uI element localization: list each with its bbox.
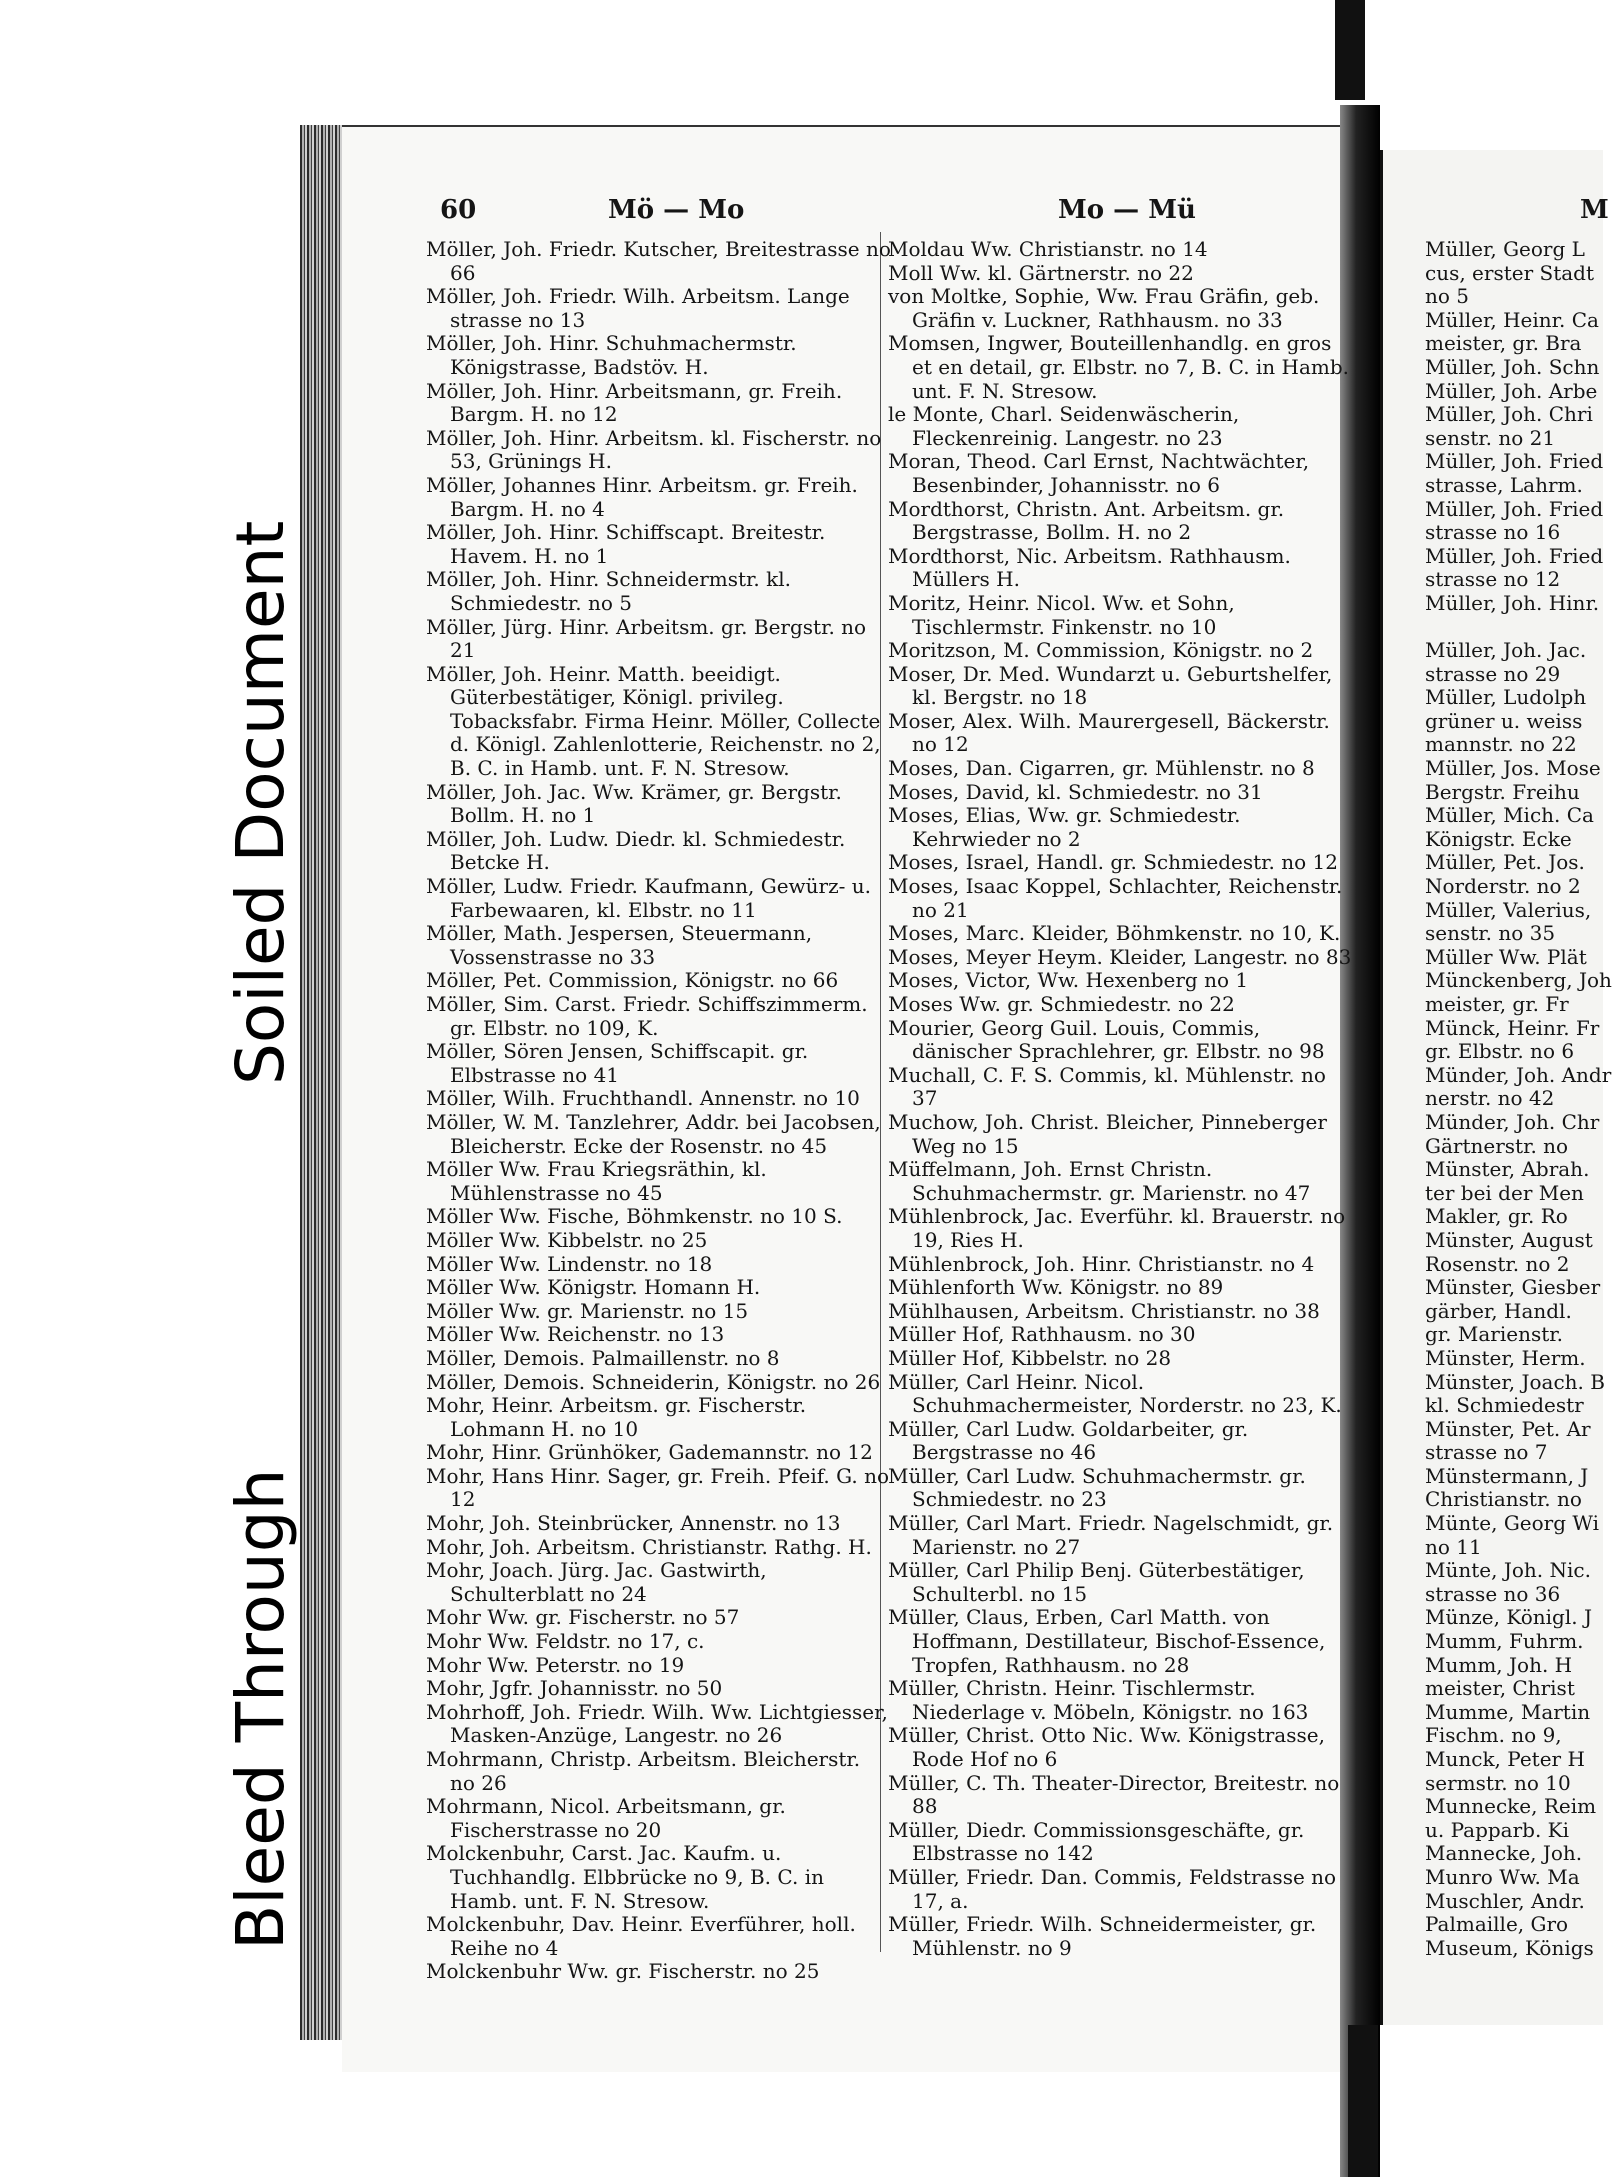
directory-entry: Mohr, Heinr. Arbeitsm. gr. Fischerstr. Lohmann H. no 10 bbox=[426, 1393, 807, 1441]
directory-entry: Möller Ww. Reichenstr. no 13 bbox=[426, 1322, 725, 1347]
directory-entry: Müller, Joh. Fried bbox=[1425, 543, 1604, 568]
directory-entry: Munro Ww. Ma bbox=[1425, 1864, 1580, 1889]
directory-entry: Moser, Alex. Wilh. Maurergesell, Bäckerstr. no 12 bbox=[888, 708, 1330, 757]
directory-entry: Müller, Diedr. Commissionsgeschäfte, gr. Elbstrasse no 142 bbox=[888, 1817, 1305, 1866]
directory-entry: Mühlhausen, Arbeitsm. Christianstr. no 38 bbox=[888, 1298, 1320, 1323]
directory-entry: grüner u. weiss bbox=[1425, 708, 1583, 733]
directory-entry: Muchow, Joh. Christ. Bleicher, Pinneberger Weg no 15 bbox=[888, 1109, 1327, 1158]
directory-entry: Moll Ww. kl. Gärtnerstr. no 22 bbox=[888, 260, 1194, 285]
directory-entry: Müller, Jos. Mose bbox=[1425, 756, 1601, 781]
directory-entry: Müller, Joh. Arbe bbox=[1425, 378, 1598, 403]
directory-entry: Möller, Sim. Carst. Friedr. Schiffszimmerm. gr. Elbstr. no 109, K. bbox=[426, 992, 868, 1040]
directory-entry: Muchall, C. F. S. Commis, kl. Mühlenstr. no 37 bbox=[888, 1062, 1326, 1111]
directory-entry: Munnecke, Reim bbox=[1425, 1794, 1597, 1819]
directory-entry: le Monte, Charl. Seidenwäscherin, Fleckenreinig. Langestr. no 23 bbox=[888, 402, 1240, 450]
bleed-through-text: Bleed Through bbox=[222, 1468, 299, 1950]
directory-entry: Möller, Wilh. Fruchthandl. Annenstr. no 10 bbox=[426, 1086, 860, 1111]
directory-entry: Müller, Heinr. Ca bbox=[1425, 307, 1599, 332]
mid-running-head: Mo — Mü bbox=[1058, 195, 1196, 225]
directory-entry: Bergstr. Freihu bbox=[1425, 779, 1580, 804]
directory-entry: Müffelmann, Joh. Ernst Christn. Schuhmachermstr. gr. Marienstr. no 47 bbox=[888, 1157, 1311, 1205]
directory-entry: Moran, Theod. Carl Ernst, Nachtwächter, Besenbinder, Johannisstr. no 6 bbox=[888, 449, 1310, 497]
directory-entry: Müller, Joh. Fried bbox=[1425, 496, 1604, 521]
directory-entry: Möller, Demois. Palmaillenstr. no 8 bbox=[426, 1345, 780, 1370]
directory-entry: mannstr. no 22 bbox=[1425, 732, 1577, 757]
left-column bbox=[426, 238, 891, 1984]
directory-entry: Müller Hof, Rathhausm. no 30 bbox=[888, 1322, 1196, 1347]
directory-entry: Molckenbuhr, Carst. Jac. Kaufm. u. Tuchhandlg. Elbbrücke no 9, B. C. in Hamb. unt. F. N. Stresow. bbox=[426, 1841, 824, 1913]
directory-entry: Müller, Pet. Jos. bbox=[1425, 850, 1585, 875]
directory-entry: Müller, Joh. Schn bbox=[1425, 354, 1600, 379]
directory-entry: Müller, Carl Heinr. Nicol. Schuhmachermeister, Norderstr. no 23, K. bbox=[888, 1369, 1342, 1418]
directory-entry: Müller, C. Th. Theater-Director, Breitestr. no 88 bbox=[888, 1770, 1340, 1819]
directory-entry: Möller, Joh. Friedr. Wilh. Arbeitsm. Lange strasse no 13 bbox=[426, 284, 850, 332]
directory-entry: Münster, August bbox=[1425, 1227, 1593, 1252]
directory-entry: Moser, Dr. Med. Wundarzt u. Geburtshelfer, kl. Bergstr. no 18 bbox=[888, 661, 1333, 710]
directory-entry: Moses, Israel, Handl. gr. Schmiedestr. no 12 bbox=[888, 850, 1338, 875]
directory-entry: Münster, Giesber bbox=[1425, 1275, 1601, 1300]
directory-entry: Müller, Carl Mart. Friedr. Nagelschmidt, gr. Marienstr. no 27 bbox=[888, 1511, 1334, 1559]
directory-entry: Moses, Victor, Ww. Hexenberg no 1 bbox=[888, 968, 1249, 993]
directory-entry: strasse, Lahrm. bbox=[1425, 472, 1583, 497]
directory-entry: Müller Hof, Kibbelstr. no 28 bbox=[888, 1345, 1172, 1370]
directory-entry: Mohrhoff, Joh. Friedr. Wilh. Ww. Lichtgiesser, Masken-Anzüge, Langestr. no 26 bbox=[426, 1699, 888, 1748]
directory-entry: von Moltke, Sophie, Ww. Frau Gräfin, geb. Gräfin v. Luckner, Rathhausm. no 33 bbox=[888, 284, 1320, 332]
directory-entry: Münster, Herm. bbox=[1425, 1345, 1586, 1370]
directory-entry: Makler, gr. Ro bbox=[1425, 1204, 1568, 1229]
directory-entry: Möller, Joh. Jac. Ww. Krämer, gr. Bergstr. Bollm. H. no 1 bbox=[426, 779, 842, 828]
directory-entry: Müller, Mich. Ca bbox=[1425, 803, 1594, 828]
directory-entry: Molckenbuhr, Dav. Heinr. Everführer, holl. Reihe no 4 bbox=[426, 1912, 856, 1960]
directory-entry: Möller Ww. gr. Marienstr. no 15 bbox=[426, 1298, 749, 1323]
directory-entry: Möller, W. M. Tanzlehrer, Addr. bei Jacobsen, Bleicherstr. Ecke der Rosenstr. no 45 bbox=[426, 1109, 881, 1158]
directory-entry: Mumm, Joh. H bbox=[1425, 1652, 1573, 1677]
directory-entry: Müller, Christn. Heinr. Tischlermstr. Niederlage v. Möbeln, Königstr. no 163 bbox=[888, 1676, 1309, 1724]
directory-entry: Möller Ww. Frau Kriegsräthin, kl. Mühlenstrasse no 45 bbox=[426, 1157, 767, 1205]
directory-entry: Möller, Joh. Hinr. Schiffscapt. Breitestr. Havem. H. no 1 bbox=[426, 520, 826, 568]
middle-column bbox=[888, 238, 1353, 1960]
directory-entry: strasse no 12 bbox=[1425, 567, 1561, 592]
directory-entry: Mordthorst, Christn. Ant. Arbeitsm. gr. Bergstrasse, Bollm. H. no 2 bbox=[888, 496, 1285, 545]
directory-entry: Müller, Joh. Jac. bbox=[1425, 638, 1587, 663]
directory-entry: Moritz, Heinr. Nicol. Ww. et Sohn, Tischlermstr. Finkenstr. no 10 bbox=[888, 590, 1235, 639]
directory-entry: Möller, Joh. Friedr. Kutscher, Breitestrasse no 66 bbox=[426, 237, 891, 285]
directory-entry: Möller, Johannes Hinr. Arbeitsm. gr. Freih. Bargm. H. no 4 bbox=[426, 472, 858, 521]
directory-entry: Mohrmann, Christp. Arbeitsm. Bleicherstr. no 26 bbox=[426, 1747, 861, 1795]
directory-entry: meister, gr. Fr bbox=[1425, 992, 1569, 1016]
directory-entry: Mohr, Hans Hinr. Sager, gr. Freih. Pfeif. G. no 12 bbox=[426, 1463, 890, 1512]
directory-entry: Müller, Claus, Erben, Carl Matth. von Hoffmann, Destillateur, Bischof-Essence, Tropfen, Rathhausm. no 28 bbox=[888, 1605, 1326, 1677]
directory-entry: Müller, Friedr. Dan. Commis, Feldstrasse no 17, a. bbox=[888, 1864, 1337, 1913]
directory-entry: senstr. no 35 bbox=[1425, 921, 1556, 946]
directory-entry: Münder, Joh. Andr bbox=[1425, 1062, 1612, 1087]
directory-entry: Münte, Georg Wi bbox=[1425, 1511, 1600, 1536]
directory-entry: Möller Ww. Kibbelstr. no 25 bbox=[426, 1227, 708, 1252]
directory-entry: Gärtnerstr. no bbox=[1425, 1133, 1569, 1158]
directory-entry: nerstr. no 42 bbox=[1425, 1086, 1555, 1111]
directory-entry: Münte, Joh. Nic. bbox=[1425, 1558, 1591, 1583]
directory-entry: ter bei der Men bbox=[1425, 1180, 1584, 1205]
directory-entry: Münstermann, J bbox=[1425, 1463, 1589, 1488]
left-running-head: Mö — Mo bbox=[608, 195, 745, 225]
directory-entry: Möller Ww. Königstr. Homann H. bbox=[426, 1275, 761, 1300]
directory-entry: Munck, Peter H bbox=[1425, 1747, 1585, 1771]
directory-entry: Mordthorst, Nic. Arbeitsm. Rathhausm. Müllers H. bbox=[888, 543, 1291, 592]
directory-entry: Müller, Carl Ludw. Goldarbeiter, gr. Bergstrasse no 46 bbox=[888, 1416, 1249, 1465]
directory-entry: senstr. no 21 bbox=[1425, 425, 1556, 450]
page-edge bbox=[300, 125, 342, 2040]
directory-entry: Muschler, Andr. bbox=[1425, 1888, 1585, 1913]
scan-border-bottom bbox=[1348, 2025, 1378, 2177]
directory-entry: Mohr Ww. Peterstr. no 19 bbox=[426, 1652, 685, 1677]
directory-entry: Moses Ww. gr. Schmiedestr. no 22 bbox=[888, 992, 1235, 1016]
directory-entry: Mohr, Hinr. Grünhöker, Gademannstr. no 12 bbox=[426, 1440, 873, 1465]
directory-entry: Palmaille, Gro bbox=[1425, 1912, 1569, 1937]
directory-entry: Müller, Valerius, bbox=[1425, 897, 1592, 922]
directory-entry: Moses, David, kl. Schmiedestr. no 31 bbox=[888, 779, 1263, 804]
directory-entry: Münster, Pet. Ar bbox=[1425, 1416, 1591, 1441]
directory-entry: Möller, Sören Jensen, Schiffscapit. gr. Elbstrasse no 41 bbox=[426, 1039, 809, 1087]
directory-entry: Müller, Friedr. Wilh. Schneidermeister, gr. Mühlenstr. no 9 bbox=[888, 1912, 1317, 1960]
directory-entry: Möller, Demois. Schneiderin, Königstr. no 26 bbox=[426, 1369, 881, 1394]
directory-entry: sermstr. no 10 bbox=[1425, 1770, 1571, 1795]
directory-entry: strasse no 36 bbox=[1425, 1581, 1561, 1606]
directory-entry: Möller, Joh. Hinr. Arbeitsm. kl. Fischerstr. no 53, Grünings H. bbox=[426, 425, 882, 474]
page-number: 60 bbox=[440, 195, 477, 225]
directory-entry: Mohrmann, Nicol. Arbeitsmann, gr. Fischerstrasse no 20 bbox=[426, 1794, 786, 1842]
directory-entry: Möller, Joh. Ludw. Diedr. kl. Schmiedestr. Betcke H. bbox=[426, 826, 846, 875]
directory-entry: Moses, Meyer Heym. Kleider, Langestr. no 83 bbox=[888, 944, 1352, 969]
directory-entry: cus, erster Stadt bbox=[1425, 260, 1595, 285]
directory-entry: Rosenstr. no 2 bbox=[1425, 1251, 1570, 1276]
directory-entry: no 11 bbox=[1425, 1534, 1482, 1559]
directory-entry: Moritzson, M. Commission, Königstr. no 2 bbox=[888, 638, 1314, 663]
directory-entry: Mumm, Fuhrm. bbox=[1425, 1629, 1584, 1654]
directory-entry: Münster, Joach. B bbox=[1425, 1369, 1605, 1394]
directory-entry: Momsen, Ingwer, Bouteillenhandlg. en gros et en detail, gr. Elbstr. no 7, B. C. in Hamb. unt. F. N. Stresow. bbox=[888, 331, 1350, 403]
directory-entry: Müller Ww. Plät bbox=[1425, 944, 1587, 969]
directory-entry: Möller, Math. Jespersen, Steuermann, Vossenstrasse no 33 bbox=[426, 921, 813, 969]
directory-entry: Mohr Ww. Feldstr. no 17, c. bbox=[426, 1629, 705, 1654]
directory-entry: Möller, Joh. Hinr. Schneidermstr. kl. Schmiedestr. no 5 bbox=[426, 567, 791, 615]
directory-entry: Museum, Königs bbox=[1425, 1935, 1594, 1960]
soiled-document-text: Soiled Document bbox=[222, 520, 299, 1085]
directory-entry: Möller, Jürg. Hinr. Arbeitsm. gr. Bergstr. no 21 bbox=[426, 614, 867, 663]
directory-entry: Moses, Marc. Kleider, Böhmkenstr. no 10, K. bbox=[888, 921, 1341, 946]
directory-entry: kl. Schmiedestr bbox=[1425, 1393, 1584, 1418]
directory-entry bbox=[1425, 616, 1600, 640]
directory-entry: Müller, Joh. Fried bbox=[1425, 449, 1604, 474]
directory-entry: Mourier, Georg Guil. Louis, Commis, dänischer Sprachlehrer, gr. Elbstr. no 98 bbox=[888, 1015, 1325, 1064]
directory-entry: gr. Elbstr. no 6 bbox=[1425, 1039, 1575, 1064]
directory-entry: Mannecke, Joh. bbox=[1425, 1841, 1583, 1866]
directory-entry: Mohr, Joach. Jürg. Jac. Gastwirth, Schulterblatt no 24 bbox=[426, 1558, 767, 1606]
directory-entry: Mumme, Martin bbox=[1425, 1699, 1591, 1724]
directory-entry: Mohr, Jgfr. Johannisstr. no 50 bbox=[426, 1676, 723, 1701]
directory-entry: meister, Christ bbox=[1425, 1676, 1575, 1701]
directory-entry: u. Papparb. Ki bbox=[1425, 1817, 1570, 1842]
directory-entry: Moses, Dan. Cigarren, gr. Mühlenstr. no 8 bbox=[888, 756, 1315, 781]
directory-entry: Münck, Heinr. Fr bbox=[1425, 1015, 1600, 1040]
directory-entry: Müller, Georg L bbox=[1425, 237, 1585, 261]
directory-entry: Königstr. Ecke bbox=[1425, 826, 1572, 851]
directory-entry: meister, gr. Bra bbox=[1425, 331, 1582, 356]
directory-entry: Möller, Pet. Commission, Königstr. no 66 bbox=[426, 968, 839, 993]
directory-entry: Möller, Ludw. Friedr. Kaufmann, Gewürz- u. Farbewaaren, kl. Elbstr. no 11 bbox=[426, 874, 871, 922]
directory-entry: Mühlenbrock, Jac. Everführ. kl. Brauerstr. no 19, Ries H. bbox=[888, 1204, 1346, 1252]
directory-entry: Münder, Joh. Chr bbox=[1425, 1109, 1600, 1134]
directory-entry: Moses, Isaac Koppel, Schlachter, Reichenstr. no 21 bbox=[888, 874, 1343, 922]
directory-entry: strasse no 16 bbox=[1425, 520, 1561, 545]
directory-entry: Moses, Elias, Ww. gr. Schmiedestr. Kehrwieder no 2 bbox=[888, 803, 1241, 851]
directory-entry: Möller Ww. Fische, Böhmkenstr. no 10 S. bbox=[426, 1204, 843, 1229]
scan-border-top bbox=[1335, 0, 1365, 100]
directory-entry: Möller Ww. Lindenstr. no 18 bbox=[426, 1251, 713, 1276]
directory-entry: Möller, Joh. Hinr. Arbeitsmann, gr. Freih. Bargm. H. no 12 bbox=[426, 378, 843, 427]
directory-entry: Möller, Joh. Heinr. Matth. beeidigt. Güterbestätiger, Königl. privileg. Tobacksfabr. Firma Heinr. Möller, Collecte d. Königl. Zahlenlotterie, Reichenstr. no 2, B. C. in Hamb. unt. F. N. Stresow. bbox=[426, 661, 881, 781]
directory-entry: strasse no 29 bbox=[1425, 661, 1561, 686]
directory-entry: Molckenbuhr Ww. gr. Fischerstr. no 25 bbox=[426, 1959, 820, 1984]
directory-entry: Mühlenforth Ww. Königstr. no 89 bbox=[888, 1275, 1224, 1300]
directory-entry: Müller, Carl Ludw. Schuhmachermstr. gr. Schmiedestr. no 23 bbox=[888, 1463, 1306, 1512]
directory-entry: gärber, Handl. bbox=[1425, 1298, 1572, 1323]
directory-entry: no 5 bbox=[1425, 284, 1470, 309]
directory-entry: Münster, Abrah. bbox=[1425, 1157, 1590, 1182]
right-running-head: M bbox=[1580, 195, 1609, 225]
directory-entry: Moldau Ww. Christianstr. no 14 bbox=[888, 237, 1208, 261]
directory-entry: Münze, Königl. J bbox=[1425, 1605, 1592, 1630]
directory-entry: Fischm. no 9, bbox=[1425, 1723, 1562, 1748]
directory-entry: Mohr, Joh. Steinbrücker, Annenstr. no 13 bbox=[426, 1511, 841, 1536]
right-column bbox=[1425, 237, 1612, 1960]
directory-entry: Mohr, Joh. Arbeitsm. Christianstr. Rathg. H. bbox=[426, 1534, 872, 1559]
directory-entry: Müller, Ludolph bbox=[1425, 685, 1587, 710]
directory-entry: Mohr Ww. gr. Fischerstr. no 57 bbox=[426, 1605, 740, 1630]
directory-entry: Müller, Joh. Chri bbox=[1425, 402, 1593, 427]
directory-entry: gr. Marienstr. bbox=[1425, 1322, 1563, 1347]
directory-entry: Christianstr. no bbox=[1425, 1487, 1582, 1512]
directory-entry: Mühlenbrock, Joh. Hinr. Christianstr. no 4 bbox=[888, 1251, 1315, 1276]
directory-entry: Münckenberg, Joh bbox=[1425, 968, 1612, 993]
directory-entry: Müller, Carl Philip Benj. Güterbestätiger, Schulterbl. no 15 bbox=[888, 1558, 1305, 1606]
directory-entry: Müller, Christ. Otto Nic. Ww. Königstrasse, Rode Hof no 6 bbox=[888, 1723, 1325, 1771]
directory-entry: Möller, Joh. Hinr. Schuhmachermstr. Königstrasse, Badstöv. H. bbox=[426, 331, 797, 379]
directory-entry: strasse no 7 bbox=[1425, 1440, 1548, 1465]
directory-entry: Müller, Joh. Hinr. bbox=[1425, 590, 1600, 615]
directory-entry: Norderstr. no 2 bbox=[1425, 874, 1581, 899]
